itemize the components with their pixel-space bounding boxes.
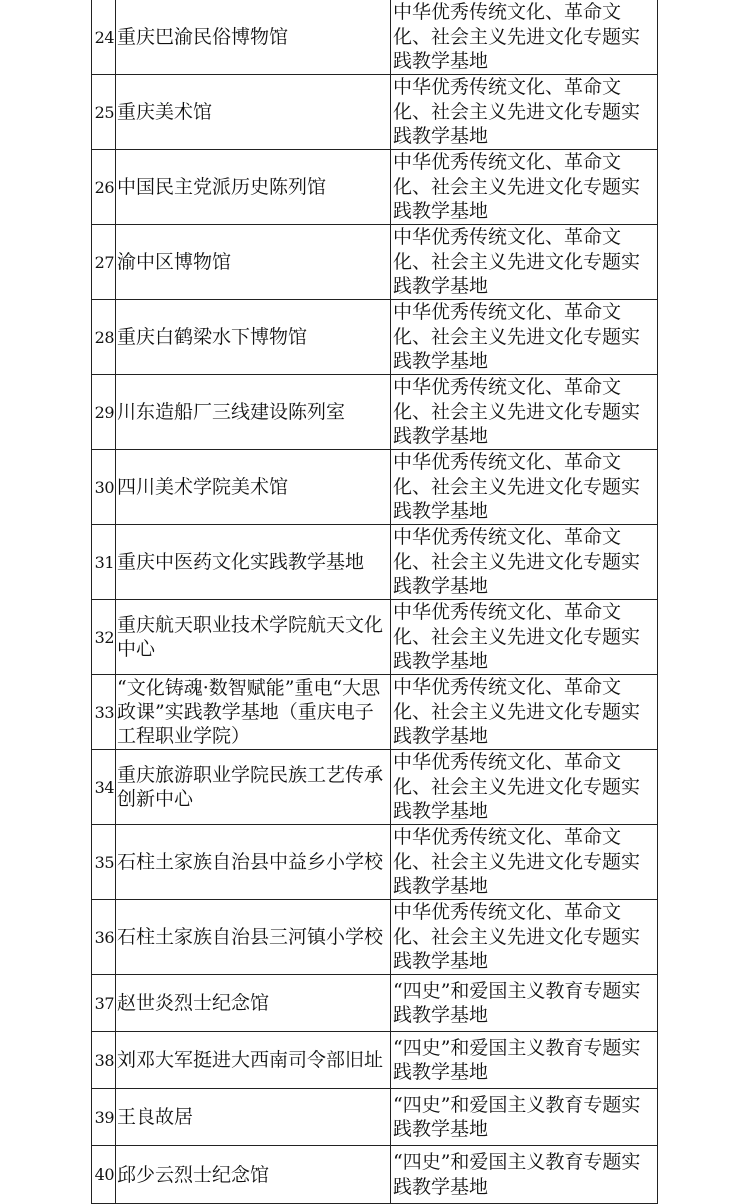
row-number: 25: [92, 75, 116, 150]
table-row: [92, 525, 658, 600]
base-name-text: 川东造船厂三线建设陈列室: [117, 401, 346, 423]
base-type-text: 中华优秀传统文化、革命文化、社会主义先进文化专题实践教学基地: [393, 676, 641, 748]
base-name-text: 重庆巴渝民俗博物馆: [117, 26, 289, 48]
base-type: [391, 150, 658, 225]
row-number: 35: [92, 825, 116, 900]
base-name-text: 重庆美术馆: [117, 101, 213, 123]
row-number: 28: [92, 300, 116, 375]
base-name: [116, 900, 391, 975]
base-type-text: 中华优秀传统文化、革命文化、社会主义先进文化专题实践教学基地: [393, 76, 641, 148]
base-name-text: 石柱土家族自治县中益乡小学校: [117, 851, 384, 873]
base-type: [391, 750, 658, 825]
row-number: 40: [92, 1146, 116, 1204]
base-name-text: “文化铸魂·数智赋能”重电“大思政课”实践教学基地（重庆电子工程职业学院）: [117, 677, 381, 747]
table-row: [92, 1146, 658, 1204]
base-name: [116, 75, 391, 150]
base-name-text: 王良故居: [117, 1106, 194, 1128]
base-type: [391, 300, 658, 375]
base-type: [391, 975, 658, 1032]
base-name-text: 邱少云烈士纪念馆: [117, 1163, 270, 1186]
row-number: 32: [92, 600, 116, 675]
base-type-text: 中华优秀传统文化、革命文化、社会主义先进文化专题实践教学基地: [393, 601, 641, 673]
base-type-text: “四史”和爱国主义教育专题实践教学基地: [393, 979, 641, 1026]
table-row: [92, 900, 658, 975]
table-row: [92, 300, 658, 375]
base-name: [116, 675, 391, 750]
base-name-text: 重庆旅游职业学院民族工艺传承创新中心: [117, 764, 384, 810]
row-number: 24: [92, 0, 116, 75]
table-row: [92, 75, 658, 150]
base-type: [391, 450, 658, 525]
base-type-text: “四史”和爱国主义教育专题实践教学基地: [393, 1151, 641, 1198]
base-name-text: 重庆中医药文化实践教学基地: [117, 551, 365, 573]
base-type-text: 中华优秀传统文化、革命文化、社会主义先进文化专题实践教学基地: [393, 226, 641, 298]
table-row: [92, 825, 658, 900]
base-type-text: 中华优秀传统文化、革命文化、社会主义先进文化专题实践教学基地: [393, 751, 641, 823]
base-name: [116, 450, 391, 525]
base-name: [116, 750, 391, 825]
row-number: 31: [92, 525, 116, 600]
base-type: [391, 825, 658, 900]
table-row: [92, 375, 658, 450]
base-name-text: 重庆白鹤梁水下博物馆: [117, 326, 308, 348]
base-type-text: 中华优秀传统文化、革命文化、社会主义先进文化专题实践教学基地: [393, 376, 641, 448]
base-type-text: 中华优秀传统文化、革命文化、社会主义先进文化专题实践教学基地: [393, 826, 641, 898]
table-row: [92, 0, 658, 75]
base-name: [116, 1089, 391, 1146]
base-type-text: 中华优秀传统文化、革命文化、社会主义先进文化专题实践教学基地: [393, 451, 641, 523]
base-name: [116, 225, 391, 300]
base-name: [116, 150, 391, 225]
table-row: [92, 750, 658, 825]
table-row: [92, 675, 658, 750]
base-name: [116, 600, 391, 675]
table-row: [92, 975, 658, 1032]
base-type-text: “四史”和爱国主义教育专题实践教学基地: [393, 1036, 641, 1083]
base-name: [116, 375, 391, 450]
row-number: 29: [92, 375, 116, 450]
base-type: [391, 0, 658, 75]
table-row: [92, 1032, 658, 1089]
table-row: [92, 225, 658, 300]
base-type-text: 中华优秀传统文化、革命文化、社会主义先进文化专题实践教学基地: [393, 151, 641, 223]
base-name-text: 中国民主党派历史陈列馆: [117, 176, 327, 198]
base-type: [391, 1032, 658, 1089]
base-name-text: 渝中区博物馆: [117, 251, 232, 273]
row-number: 36: [92, 900, 116, 975]
row-number: 30: [92, 450, 116, 525]
table-row: [92, 1089, 658, 1146]
row-number: 33: [92, 675, 116, 750]
row-number: 37: [92, 975, 116, 1032]
base-name: [116, 0, 391, 75]
table-row: [92, 600, 658, 675]
base-type: [391, 75, 658, 150]
row-number: 34: [92, 750, 116, 825]
base-type: [391, 1089, 658, 1146]
base-name: [116, 825, 391, 900]
base-name: [116, 525, 391, 600]
base-type: [391, 225, 658, 300]
base-name: [116, 1146, 391, 1204]
base-name: [116, 1032, 391, 1089]
table-row: [92, 450, 658, 525]
base-name-text: 重庆航天职业技术学院航天文化中心: [117, 614, 384, 660]
base-name-text: 赵世炎烈士纪念馆: [117, 992, 270, 1014]
base-list-table: [91, 0, 658, 1204]
base-type-text: 中华优秀传统文化、革命文化、社会主义先进文化专题实践教学基地: [393, 526, 641, 598]
base-name-text: 四川美术学院美术馆: [117, 476, 289, 498]
base-name-text: 刘邓大军挺进大西南司令部旧址: [117, 1049, 384, 1071]
base-type: [391, 525, 658, 600]
row-number: 27: [92, 225, 116, 300]
base-type: [391, 375, 658, 450]
base-type: [391, 1146, 658, 1204]
base-type: [391, 900, 658, 975]
row-number: 39: [92, 1089, 116, 1146]
base-name: [116, 300, 391, 375]
base-type: [391, 600, 658, 675]
base-type-text: 中华优秀传统文化、革命文化、社会主义先进文化专题实践教学基地: [393, 1, 641, 73]
base-type: [391, 675, 658, 750]
table-row: [92, 150, 658, 225]
base-name: [116, 975, 391, 1032]
base-type-text: 中华优秀传统文化、革命文化、社会主义先进文化专题实践教学基地: [393, 901, 641, 973]
row-number: 38: [92, 1032, 116, 1089]
row-number: 26: [92, 150, 116, 225]
base-name-text: 石柱土家族自治县三河镇小学校: [117, 926, 384, 948]
base-type-text: “四史”和爱国主义教育专题实践教学基地: [393, 1093, 641, 1140]
base-type-text: 中华优秀传统文化、革命文化、社会主义先进文化专题实践教学基地: [393, 301, 641, 373]
